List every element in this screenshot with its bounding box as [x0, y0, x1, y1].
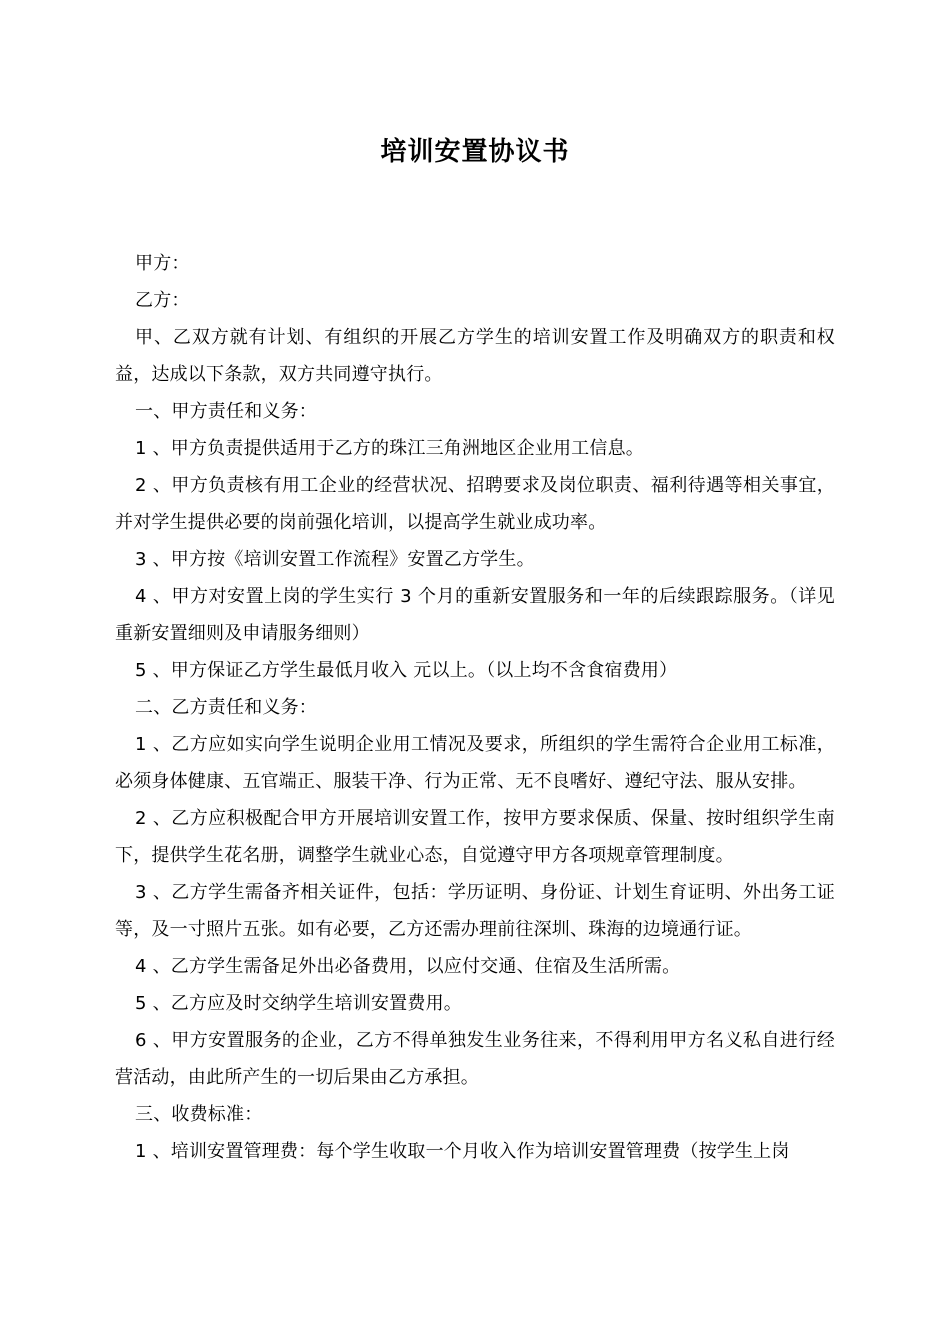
clause-a-2: 2 、甲方负责核有用工企业的经营状况、招聘要求及岗位职责、福利待遇等相关事宜，并对学生提供必要的岗前强化培训，以提高学生就业成功率。 — [115, 475, 835, 533]
section-heading-fees: 三、收费标准： — [135, 1104, 263, 1125]
preamble-paragraph: 甲、乙双方就有计划、有组织的开展乙方学生的培训安置工作及明确双方的职责和权益，达成以下条款，双方共同遵守执行。 — [115, 327, 835, 385]
clause-b-1: 1 、乙方应如实向学生说明企业用工情况及要求，所组织的学生需符合企业用工标准，必须身体健康、五官端正、服装干净、行为正常、无不良嗜好、遵纪守法、服从安排。 — [115, 734, 835, 792]
clause-a-1: 1 、甲方负责提供适用于乙方的珠江三角洲地区企业用工信息。 — [135, 438, 644, 459]
document-title: 培训安置协议书 — [380, 137, 570, 167]
clause-a-4: 4 、甲方对安置上岗的学生实行 3 个月的重新安置服务和一年的后续跟踪服务。（详见重新安置细则及申请服务细则） — [115, 586, 835, 644]
clause-a-3: 3 、甲方按《培训安置工作流程》安置乙方学生。 — [135, 549, 535, 570]
clause-b-4: 4 、乙方学生需备足外出必备费用，以应付交通、住宿及生活所需。 — [135, 956, 681, 977]
party-a-line: 甲方： — [135, 253, 190, 274]
clause-fee-1: 1 、培训安置管理费：每个学生收取一个月收入作为培训安置管理费（按学生上岗 — [135, 1141, 790, 1162]
clause-b-6: 6 、甲方安置服务的企业，乙方不得单独发生业务往来，不得利用甲方名义私自进行经营活动，由此所产生的一切后果由乙方承担。 — [115, 1030, 835, 1088]
clause-a-5: 5 、甲方保证乙方学生最低月收入 元以上。（以上均不含食宿费用） — [135, 660, 678, 681]
clause-b-5: 5 、乙方应及时交纳学生培训安置费用。 — [135, 993, 462, 1014]
document-body — [115, 245, 835, 1170]
section-heading-party-a: 一、甲方责任和义务： — [135, 401, 317, 422]
section-heading-party-b: 二、乙方责任和义务： — [135, 697, 317, 718]
clause-b-3: 3 、乙方学生需备齐相关证件，包括：学历证明、身份证、计划生育证明、外出务工证等，及一寸照片五张。如有必要，乙方还需办理前往深圳、珠海的边境通行证。 — [115, 882, 835, 940]
party-b-line: 乙方： — [135, 290, 190, 311]
clause-b-2: 2 、乙方应积极配合甲方开展培训安置工作，按甲方要求保质、保量、按时组织学生南下，提供学生花名册，调整学生就业心态，自觉遵守甲方各项规章管理制度。 — [115, 808, 835, 866]
